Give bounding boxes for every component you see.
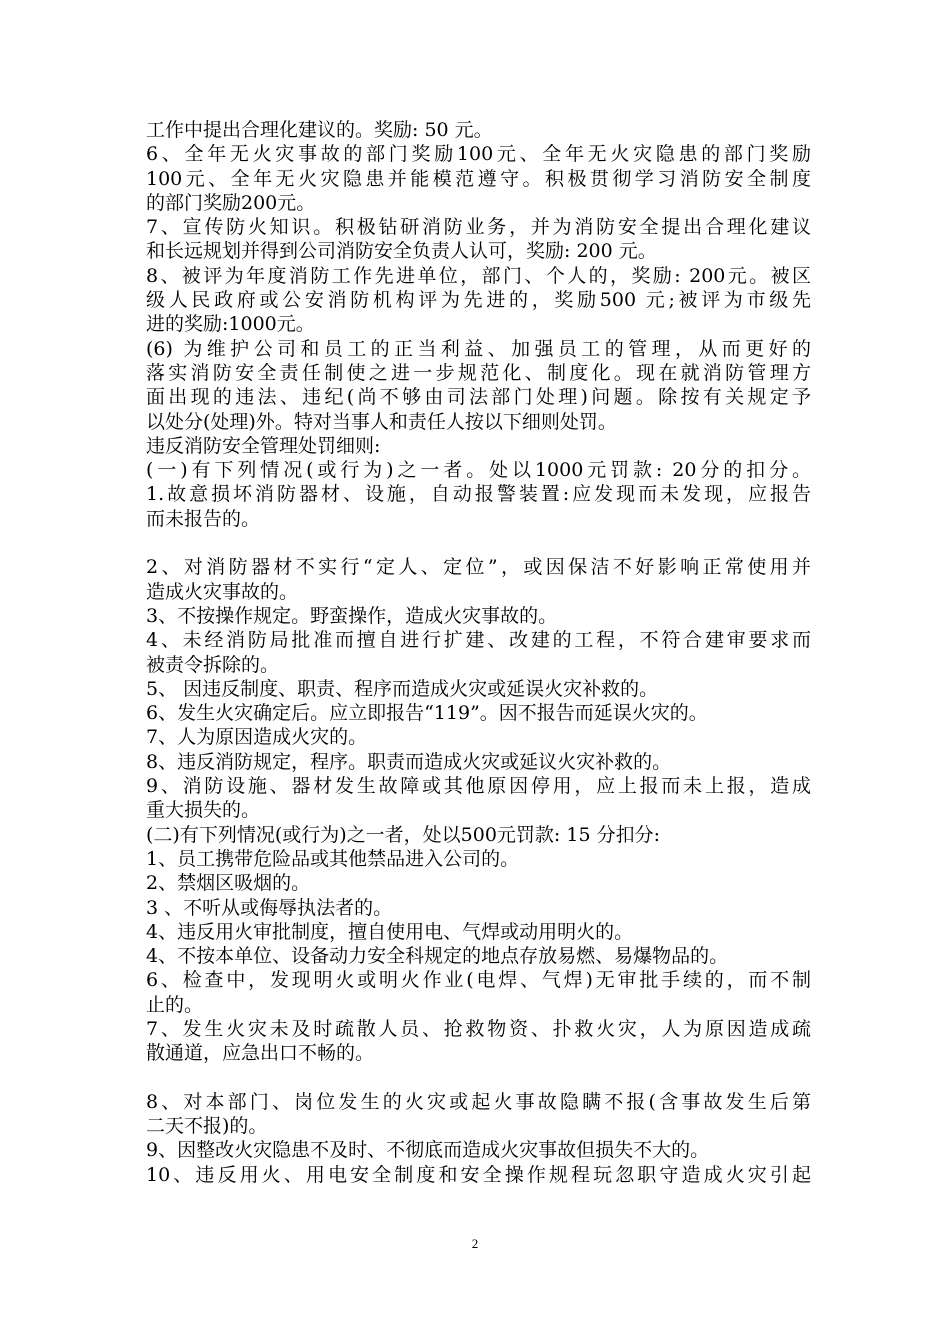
text-line: 进的奖励:1000元。	[146, 313, 315, 336]
text-line: 6、发生火灾确定后。应立即报告“119”。因不报告而延误火灾的。	[146, 702, 708, 725]
text-line: 重大损失的。	[146, 799, 261, 822]
text-line: 4、未经消防局批准而擅自进行扩建、改建的工程，不符合建审要求而	[146, 629, 811, 652]
text-line: 8、违反消防规定，程序。职责而造成火灾或延议火灾补救的。	[146, 750, 672, 773]
text-line: 7、宣传防火知识。积极钻研消防业务，并为消防安全提出合理化建议	[146, 216, 811, 239]
text-line: (二)有下列情况(或行为)之一者，处以500元罚款: 15 分扣分:	[146, 823, 660, 846]
text-line: 7、人为原因造成火灾的。	[146, 726, 368, 749]
text-line: 造成火灾事故的。	[146, 580, 299, 603]
text-line: 2、对消防器材不实行“定人、定位”，或因保洁不好影响正常使用并	[146, 556, 811, 579]
text-line: 被责令拆除的。	[146, 653, 280, 676]
text-line: (6) 为维护公司和员工的正当利益、加强员工的管理，从而更好的	[146, 337, 811, 360]
text-line: 的部门奖励200元。	[146, 191, 316, 214]
text-line: (一)有下列情况(或行为)之一者。处以1000元罚款: 20分的扣分。	[146, 459, 811, 482]
text-line: 6、全年无火灾事故的部门奖励100元、全年无火灾隐患的部门奖励	[146, 143, 811, 166]
text-line: 以处分(处理)外。特对当事人和责任人按以下细则处罚。	[146, 410, 617, 433]
text-line: 9、因整改火灾隐患不及时、不彻底而造成火灾事故但损失不大的。	[146, 1139, 710, 1162]
text-line: 散通道，应急出口不畅的。	[146, 1042, 375, 1065]
text-line: 4、违反用火审批制度，擅自使用电、气焊或动用明火的。	[146, 920, 634, 943]
text-line: 级人民政府或公安消防机构评为先进的，奖励500 元;被评为市级先	[146, 289, 811, 312]
text-line: 面出现的违法、违纪(尚不够由司法部门处理)问题。除按有关规定予	[146, 386, 811, 409]
text-line: 止的。	[146, 993, 204, 1016]
text-line: 4、不按本单位、设备动力安全科规定的地点存放易燃、易爆物品的。	[146, 945, 729, 968]
text-line: 工作中提出合理化建议的。奖励: 50 元。	[146, 119, 493, 141]
text-line: 7、发生火灾未及时疏散人员、抢救物资、扑救火灾，人为原因造成疏	[146, 1017, 811, 1040]
text-line: 10、违反用火、用电安全制度和安全操作规程玩忽职守造成火灾引起	[146, 1163, 811, 1186]
text-line: 和长远规划并得到公司消防安全负责人认可，奖励: 200 元。	[146, 240, 657, 263]
text-line: 3、不按操作规定。野蛮操作，造成火灾事故的。	[146, 604, 558, 627]
text-line: 1.故意损坏消防器材、设施，自动报警装置:应发现而未发现，应报告	[146, 483, 811, 506]
text-line: 二天不报)的。	[146, 1115, 268, 1138]
document-body	[146, 118, 811, 1187]
text-line: 6、检查中，发现明火或明火作业(电焊、气焊)无审批手续的，而不制	[146, 969, 811, 992]
text-line: 9、消防设施、器材发生故障或其他原因停用，应上报而未上报，造成	[146, 775, 811, 798]
text-line: 8、被评为年度消防工作先进单位，部门、个人的，奖励: 200元。被区	[146, 264, 811, 287]
blank-line	[146, 531, 811, 555]
text-line: 5、 因违反制度、职责、程序而造成火灾或延误火灾补救的。	[146, 677, 659, 700]
text-line: 3 、不听从或侮辱执法者的。	[146, 896, 393, 919]
text-line: 违反消防安全管理处罚细则:	[146, 434, 381, 457]
blank-line	[146, 1066, 811, 1090]
text-line: 而未报告的。	[146, 507, 261, 530]
page-number: 2	[471, 1236, 479, 1251]
text-line: 8、对本部门、岗位发生的火灾或起火事故隐瞒不报(含事故发生后第	[146, 1090, 811, 1113]
text-line: 落实消防安全责任制使之进一步规范化、制度化。现在就消防管理方	[146, 361, 811, 384]
text-line: 2、禁烟区吸烟的。	[146, 872, 311, 895]
text-line: 100元、全年无火灾隐患并能模范遵守。积极贯彻学习消防安全制度	[146, 167, 811, 190]
text-line: 1、员工携带危险品或其他禁品进入公司的。	[146, 847, 520, 870]
